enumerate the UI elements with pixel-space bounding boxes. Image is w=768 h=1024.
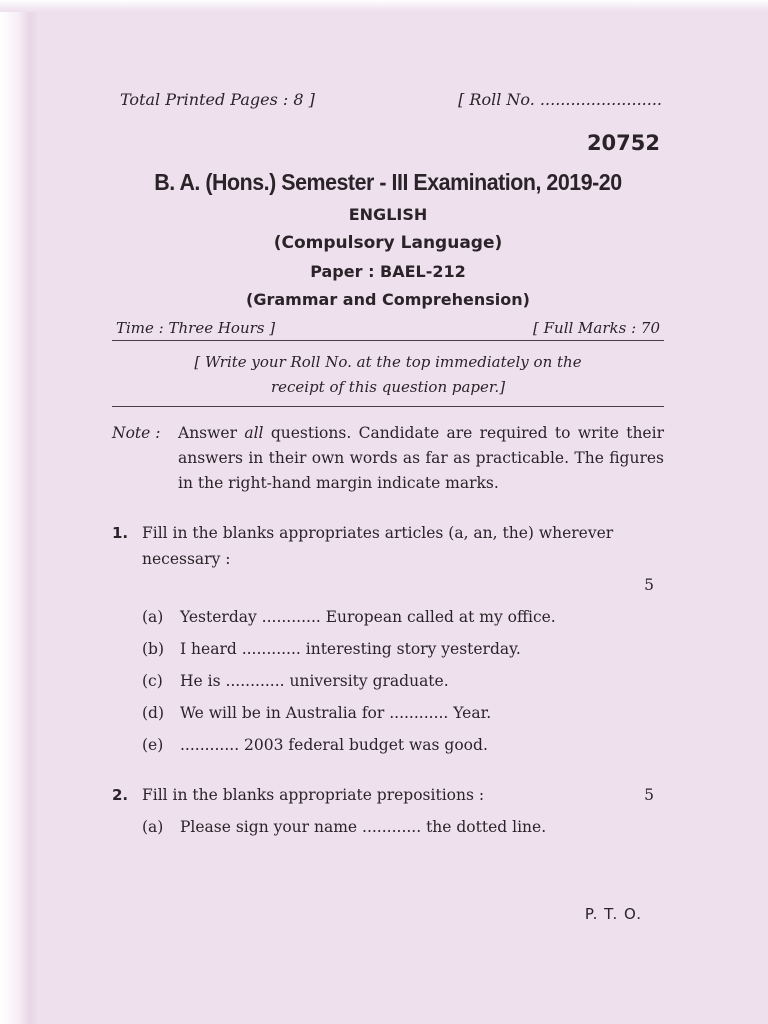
question-item (142, 700, 664, 726)
total-printed-pages: Total Printed Pages : 8 ] (120, 90, 315, 109)
page-turn-over: P. T. O. (584, 905, 642, 923)
question-item (142, 732, 664, 758)
question-number: 1. (112, 524, 129, 542)
question-marks: 5 (644, 576, 654, 594)
time-allowed: Time : Three Hours ] (116, 319, 276, 337)
item-text: Yesterday ............ European called at my office. (180, 608, 556, 626)
question-head (112, 782, 664, 808)
item-text: He is ............ university graduate. (180, 672, 449, 690)
question-marks: 5 (644, 786, 654, 804)
item-label: (a) (142, 818, 164, 836)
item-label: (b) (142, 640, 165, 658)
question-2 (112, 782, 664, 840)
question-head (112, 520, 664, 572)
item-text: We will be in Australia for ............ Year. (180, 704, 492, 722)
note-label: Note : (112, 424, 161, 442)
instruction-line-1: [ Write your Roll No. at the top immediately on the (194, 353, 582, 371)
paper-code: 20752 (586, 131, 660, 155)
question-number: 2. (112, 786, 129, 804)
paper-number: Paper : BAEL-212 (310, 262, 466, 281)
time-marks-row (112, 319, 664, 341)
exam-title: B. A. (Hons.) Semester - III Examination, 2019-20 (154, 169, 622, 195)
subtitle: (Compulsory Language) (273, 233, 503, 253)
item-text: I heard ............ interesting story yesterday. (180, 640, 521, 658)
item-label: (e) (142, 736, 164, 754)
question-item (142, 604, 664, 630)
full-marks: [ Full Marks : 70 (533, 319, 660, 337)
note-text-end: questions. Candidate are required to write their answers in their own words as far as practicable. The figures in the right-hand margin indicate marks. (178, 424, 664, 492)
scan-left-edge (0, 0, 38, 1024)
question-text: Fill in the blanks appropriate prepositions : (142, 786, 485, 804)
subject: ENGLISH (348, 205, 428, 224)
header-row (120, 90, 664, 109)
question-1 (112, 520, 664, 758)
question-item (142, 814, 664, 840)
question-text: Fill in the blanks appropriates articles (a, an, the) wherever necessary : (142, 524, 614, 568)
roll-number-field: [ Roll No. ........................ (458, 90, 662, 109)
note-text (178, 421, 664, 496)
item-text: Please sign your name ............ the dotted line. (180, 818, 547, 836)
question-item (142, 636, 664, 662)
paper-name: (Grammar and Comprehension) (246, 290, 530, 309)
note (112, 421, 664, 496)
scan-top-edge (0, 0, 768, 12)
item-text: ............ 2003 federal budget was good. (180, 736, 488, 754)
instruction-line-2: receipt of this question paper.] (270, 378, 506, 396)
item-label: (a) (142, 608, 164, 626)
note-text-start: Answer (178, 424, 245, 442)
note-emphasis: all (244, 424, 264, 442)
question-item (142, 668, 664, 694)
item-label: (c) (142, 672, 163, 690)
exam-paper (112, 90, 664, 840)
roll-instruction (112, 350, 664, 407)
item-label: (d) (142, 704, 165, 722)
